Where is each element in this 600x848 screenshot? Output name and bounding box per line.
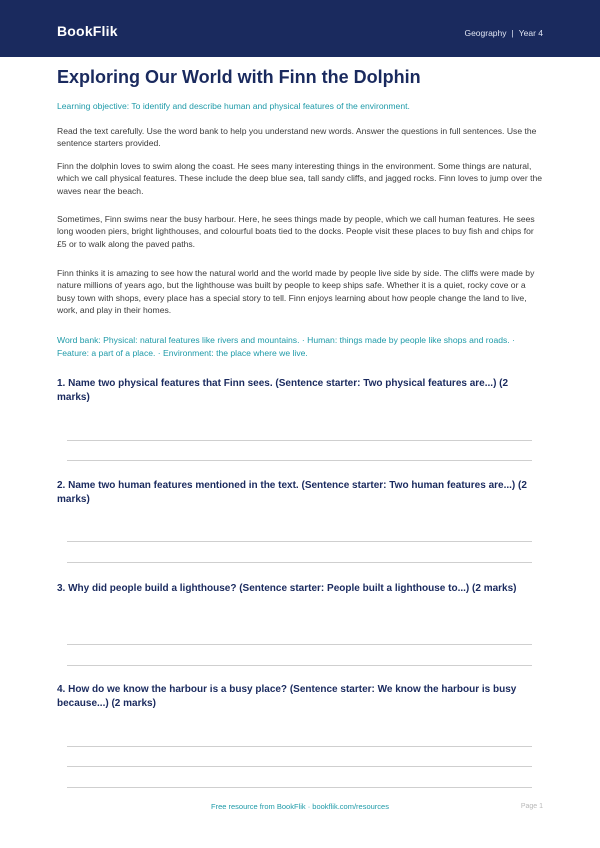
answer-line[interactable] (67, 665, 532, 666)
page-number: Page 1 (520, 803, 543, 810)
page-title: Exploring Our World with Finn the Dolphin (57, 67, 421, 87)
header-bar (0, 0, 600, 57)
answer-line[interactable] (67, 787, 532, 788)
answer-line[interactable] (67, 562, 532, 563)
subject-year-label (464, 27, 543, 39)
answer-line[interactable] (67, 541, 532, 542)
question-2: 2. Name two human features mentioned in the text. (Sentence starter: Two human features are...) (2 marks) (57, 480, 527, 506)
question-1: 1. Name two physical features that Finn sees. (Sentence starter: Two physical features are...) (2 marks) (57, 378, 509, 404)
subject-label: Geography (464, 28, 507, 38)
answer-line[interactable] (67, 460, 532, 461)
word-bank: Word bank: Physical: natural features like rivers and mountains. · Human: things made by people like shops and roads. · Feature: a part of a place. · Environment: the place where we live. (57, 335, 515, 358)
question-4: 4. How do we know the harbour is a busy place? (Sentence starter: We know the harbour is busy because...) (2 marks) (57, 684, 517, 710)
year-label: Year 4 (518, 28, 543, 38)
footer-resource-link[interactable]: Free resource from BookFlik · bookflik.com/resources (211, 802, 389, 811)
learning-objective: Learning objective: To identify and describe human and physical features of the environment. (57, 101, 410, 111)
answer-line[interactable] (67, 644, 532, 645)
passage-paragraph-3: Finn thinks it is amazing to see how the natural world and the world made by people live side by side. The cliffs were made by nature millions of years ago, but the lighthouse was built by people to keep ships safe. Whether it is a quiet, rocky cove or a busy town with shops, every place has a special story to tell. Finn enjoys learning about how people change the land to live, work, and play in their homes. (57, 268, 535, 315)
passage-paragraph-1: Finn the dolphin loves to swim along the coast. He sees many interesting things in the environment. Some things are natural, which we call physical features. These include the deep blue sea, tall sandy cliffs, and jagged rocks. Finn loves to jump over the waves near the beach. (57, 161, 543, 196)
answer-line[interactable] (67, 440, 532, 441)
instructions-text: Read the text carefully. Use the word bank to help you understand new words. Answer the questions in full sentences. Use the sentence starters provided. (57, 126, 537, 149)
answer-line[interactable] (67, 766, 532, 767)
subject-separator: | (511, 28, 514, 38)
brand-logo-text: BookFlik (57, 23, 118, 39)
answer-line[interactable] (67, 746, 532, 747)
question-3: 3. Why did people build a lighthouse? (Sentence starter: People built a lighthouse to...) (2 marks) (57, 583, 517, 594)
passage-paragraph-2: Sometimes, Finn swims near the busy harbour. Here, he sees things made by people, which we call human features. He sees long wooden piers, bright lighthouses, and colourful boats tied to the docks. People visit these places to buy fish and chips for £5 or to walk along the paved paths. (57, 214, 535, 249)
